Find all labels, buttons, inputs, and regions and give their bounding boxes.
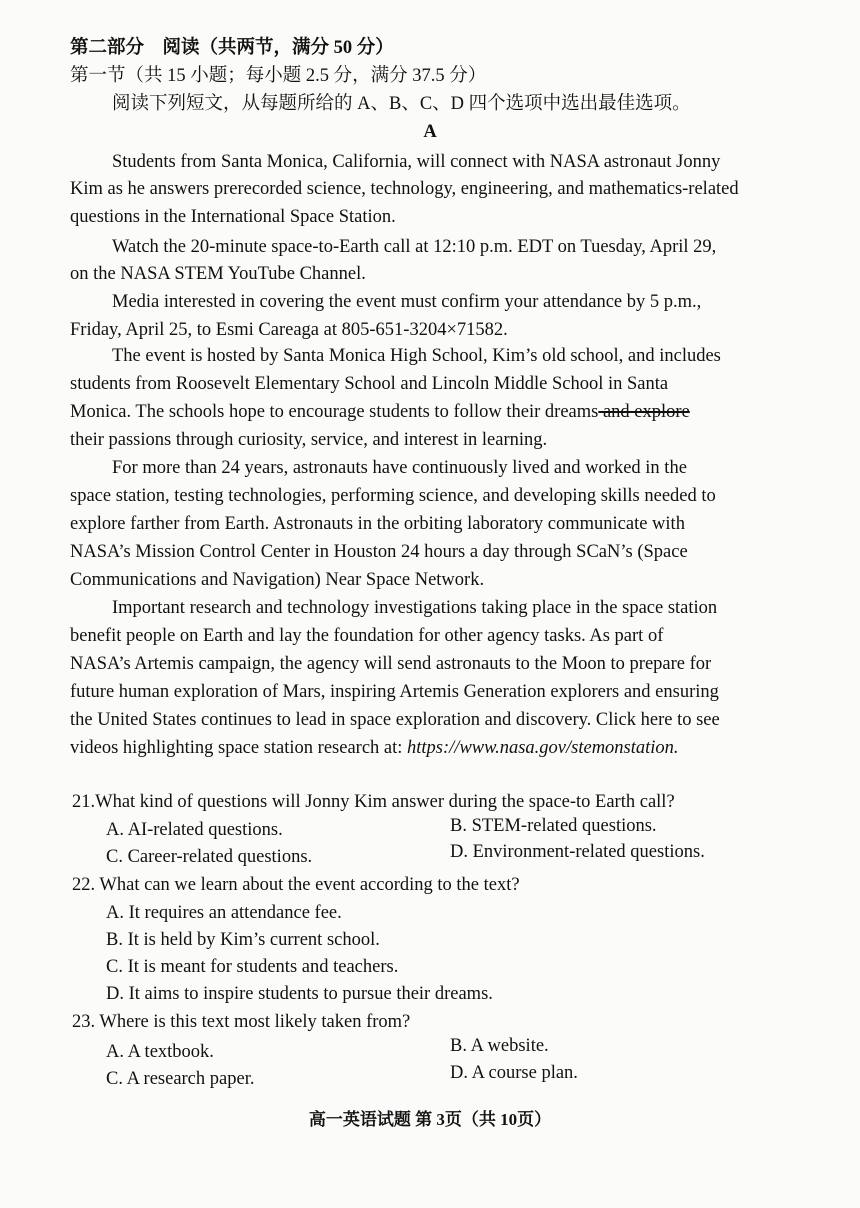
question-stem-23: 23. Where is this text most likely taken from?	[72, 1012, 411, 1032]
page-footer: 高一英语试题 第 3页（共 10页）	[308, 1110, 552, 1129]
struck-text: and explore	[598, 402, 690, 422]
option-21-d[interactable]: D. Environment-related questions.	[450, 842, 705, 862]
passage-letter: A	[423, 122, 437, 142]
passage-line: For more than 24 years, astronauts have continuously lived and worked in the	[112, 458, 687, 478]
passage-text: videos highlighting space station research at:	[70, 738, 403, 758]
passage-line: NASA’s Mission Control Center in Houston 24 hours a day through SCaN’s (Space	[70, 542, 688, 562]
passage-line-with-url	[70, 736, 679, 760]
passage-line: students from Roosevelt Elementary School and Lincoln Middle School in Santa	[70, 374, 669, 394]
passage-line: the United States continues to lead in space exploration and discovery. Click here to see	[70, 710, 720, 730]
passage-text: Monica. The schools hope to encourage students to follow their dreams	[70, 402, 599, 422]
option-23-c[interactable]: C. A research paper.	[106, 1069, 255, 1089]
passage-line: Friday, April 25, to Esmi Careaga at 805-651-3204×71582.	[70, 320, 508, 340]
passage-line: Students from Santa Monica, California, will connect with NASA astronaut Jonny	[112, 152, 721, 172]
part-heading: 第二部分 阅读（共两节，满分 50 分）	[70, 38, 394, 58]
passage-line: Media interested in covering the event must confirm your attendance by 5 p.m.,	[112, 292, 702, 312]
question-stem-21: 21.What kind of questions will Jonny Kim answer during the space-to Earth call?	[72, 792, 675, 812]
passage-line: Communications and Navigation) Near Space Network.	[70, 570, 485, 590]
option-21-b[interactable]: B. STEM-related questions.	[450, 816, 657, 836]
option-23-b[interactable]: B. A website.	[450, 1036, 549, 1056]
passage-line: future human exploration of Mars, inspiring Artemis Generation explorers and ensuring	[70, 682, 719, 702]
option-21-a[interactable]: A. AI-related questions.	[106, 820, 283, 840]
passage-line: questions in the International Space Station.	[70, 207, 396, 227]
passage-line: their passions through curiosity, service, and interest in learning.	[70, 430, 548, 450]
passage-line: on the NASA STEM YouTube Channel.	[70, 264, 366, 284]
passage-line: NASA’s Artemis campaign, the agency will send astronauts to the Moon to prepare for	[70, 654, 712, 674]
option-21-c[interactable]: C. Career-related questions.	[106, 847, 313, 867]
passage-line: Important research and technology investigations taking place in the space station	[112, 598, 718, 618]
passage-line: The event is hosted by Santa Monica High School, Kim’s old school, and includes	[112, 346, 721, 366]
section-heading: 第一节（共 15 小题；每小题 2.5 分，满分 37.5 分）	[70, 66, 487, 86]
instruction-text: 阅读下列短文，从每题所给的 A、B、C、D 四个选项中选出最佳选项。	[112, 94, 691, 114]
option-22-c[interactable]: C. It is meant for students and teachers.	[106, 957, 399, 977]
option-22-d[interactable]: D. It aims to inspire students to pursue their dreams.	[106, 984, 493, 1004]
question-stem-22: 22. What can we learn about the event according to the text?	[72, 875, 520, 895]
option-22-b[interactable]: B. It is held by Kim’s current school.	[106, 930, 380, 950]
passage-line: benefit people on Earth and lay the foundation for other agency tasks. As part of	[70, 626, 664, 646]
passage-line: space station, testing technologies, performing science, and developing skills needed to	[70, 486, 716, 506]
option-23-d[interactable]: D. A course plan.	[450, 1063, 578, 1083]
option-22-a[interactable]: A. It requires an attendance fee.	[106, 903, 342, 923]
source-url[interactable]: https://www.nasa.gov/stemonstation.	[407, 738, 679, 758]
passage-line-with-strike	[70, 400, 690, 424]
option-23-a[interactable]: A. A textbook.	[106, 1042, 214, 1062]
passage-line: Kim as he answers prerecorded science, technology, engineering, and mathematics-related	[70, 179, 739, 199]
passage-line: explore farther from Earth. Astronauts in the orbiting laboratory communicate with	[70, 514, 685, 534]
passage-line: Watch the 20-minute space-to-Earth call at 12:10 p.m. EDT on Tuesday, April 29,	[112, 237, 717, 257]
